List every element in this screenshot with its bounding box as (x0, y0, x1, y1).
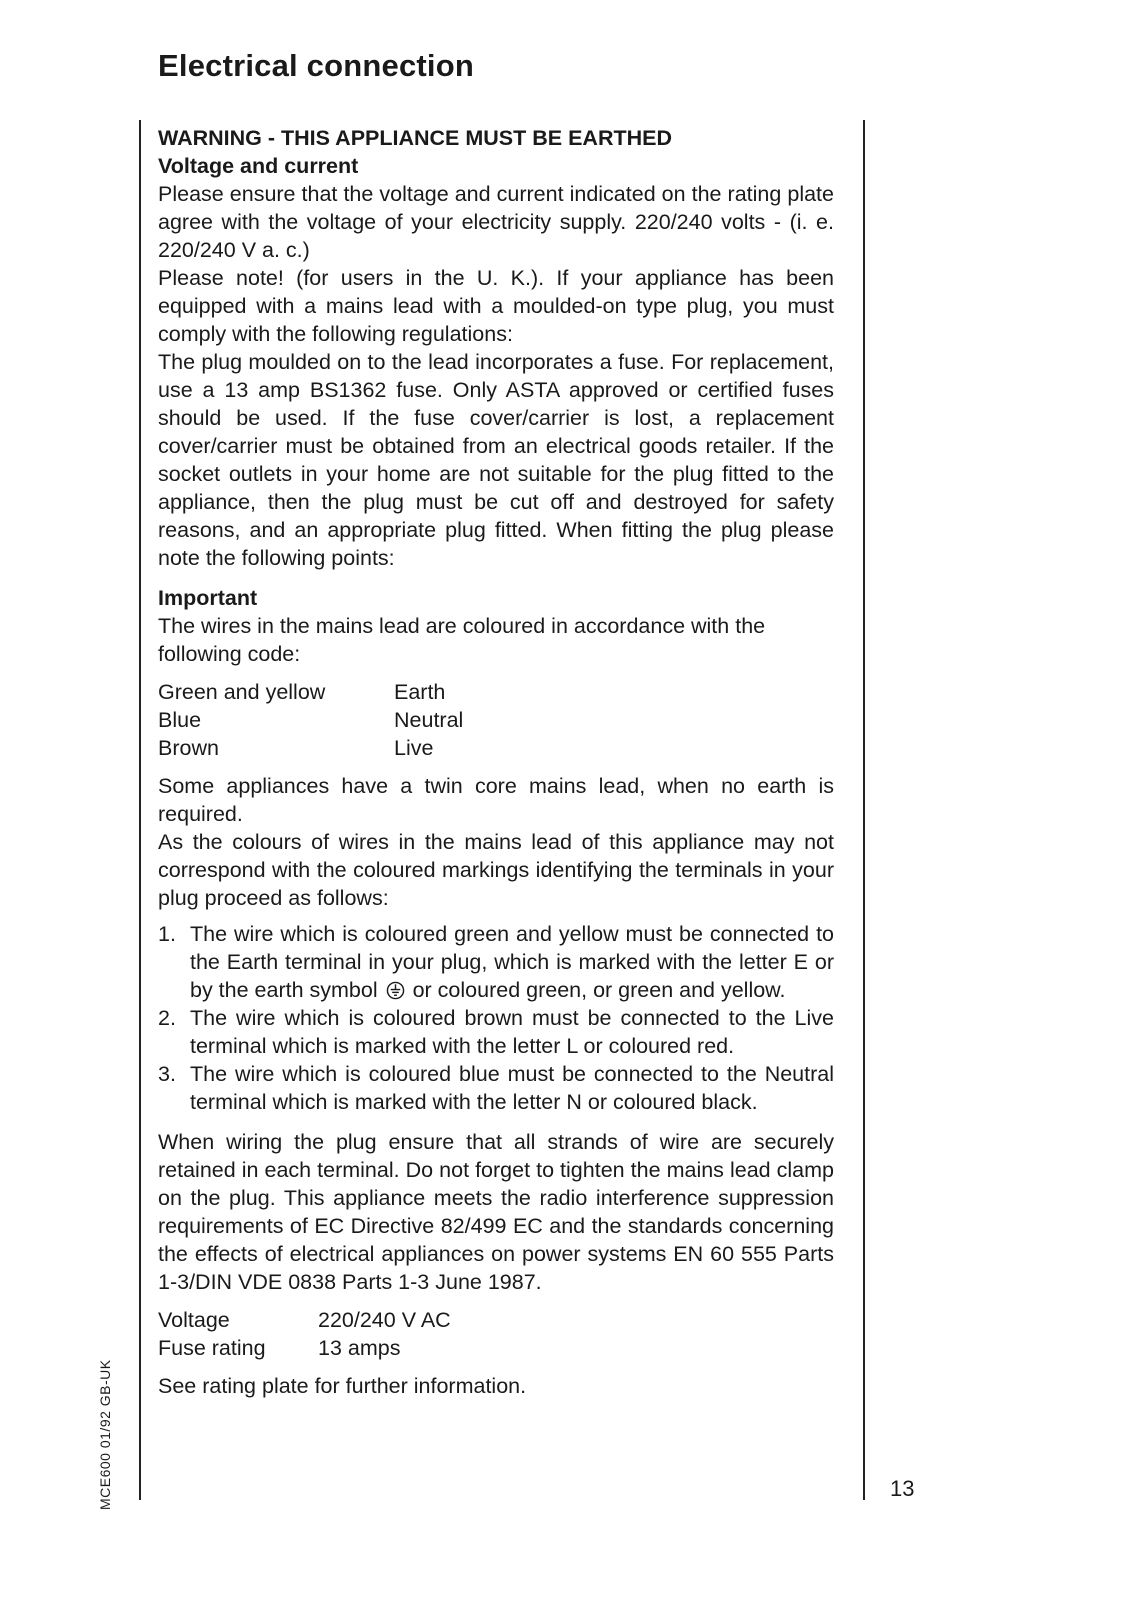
wiring-paragraph: When wiring the plug ensure that all strands of wire are securely retained in each terminal. Do not forget to tighten the mains lead clamp on the plug. This appliance meets the radio interference suppression requirements of EC Directive 82/499 EC and the standards concerning the effects of electrical appliances on power systems EN 60 555 Parts 1-3/DIN VDE 0838 Parts 1-3 June 1987. (158, 1130, 834, 1294)
spec-value: 220/240 V AC (318, 1308, 451, 1332)
voltage-heading: Voltage and current (158, 154, 359, 178)
spec-label: Voltage (158, 1308, 230, 1332)
step-text-before: The wire which is coloured green and yellow must be connected to the Earth terminal in your plug, which is marked with the letter E or by the earth symbol (190, 922, 834, 1002)
footer-note: See rating plate for further information. (158, 1374, 527, 1398)
wire-code-row (158, 706, 834, 734)
important-heading: Important (158, 586, 258, 610)
voltage-paragraph: Please ensure that the voltage and current indicated on the rating plate agree with the voltage of your electricity supply. 220/240 volts - (i. e. 220/240 V a. c.) (158, 182, 834, 262)
wire-colour: Green and yellow (158, 680, 326, 704)
step-number: 2. (158, 1006, 176, 1030)
uk-note-paragraph: Please note! (for users in the U. K.). If your appliance has been equipped with a mains lead with a moulded-on type plug, you must comply with the following regulations: (158, 266, 834, 346)
wiring-steps (158, 920, 834, 1116)
page-number: 13 (890, 1476, 915, 1501)
spec-label: Fuse rating (158, 1336, 266, 1360)
wire-function: Earth (394, 680, 446, 704)
step-text-after: or coloured green, or green and yellow. (412, 978, 786, 1002)
step-text: The wire which is coloured blue must be connected to the Neutral terminal which is marked with the letter N or coloured black. (190, 1062, 834, 1114)
wire-function: Neutral (394, 708, 464, 732)
list-item (158, 1004, 834, 1060)
list-item (158, 1060, 834, 1116)
page-title: Electrical connection (158, 48, 475, 83)
wire-colour: Blue (158, 708, 202, 732)
right-vertical-rule (863, 120, 865, 1500)
spec-row (158, 1306, 834, 1334)
wire-function: Live (394, 736, 434, 760)
specs-table (158, 1306, 834, 1362)
wire-colour: Brown (158, 736, 219, 760)
list-item (158, 920, 834, 1004)
left-vertical-rule (139, 120, 141, 1500)
step-number: 3. (158, 1062, 176, 1086)
warning-heading: WARNING - THIS APPLIANCE MUST BE EARTHED (158, 126, 673, 150)
earth-symbol-icon (386, 981, 405, 1000)
step-text (190, 920, 834, 1004)
wire-code-table (158, 678, 834, 762)
step-text: The wire which is coloured brown must be connected to the Live terminal which is marked with the letter L or coloured red. (190, 1006, 834, 1058)
wire-code-row (158, 678, 834, 706)
important-paragraph: The wires in the mains lead are coloured in accordance with the following code: (158, 614, 766, 666)
fuse-paragraph: The plug moulded on to the lead incorporates a fuse. For replacement, use a 13 amp BS1362 fuse. Only ASTA approved or certified fuses should be used. If the fuse cover/carrier is lost, a replacement cover/carrier must be obtained from an electrical goods retailer. If the socket outlets in your home are not suitable for the plug fitted to the appliance, then the plug must be cut off and destroyed for safety reasons, and an appropriate plug fitted. When fitting the plug please note the following points: (158, 350, 834, 570)
twin-core-paragraph: Some appliances have a twin core mains lead, when no earth is required. (158, 774, 834, 826)
spec-value: 13 amps (318, 1336, 401, 1360)
colours-paragraph: As the colours of wires in the mains lead of this appliance may not correspond with the coloured markings identifying the terminals in your plug proceed as follows: (158, 830, 834, 910)
document-code: MCE600 01/92 GB-UK (97, 1359, 113, 1510)
step-number: 1. (158, 922, 176, 946)
wire-code-row (158, 734, 834, 762)
spec-row (158, 1334, 834, 1362)
main-content (158, 124, 834, 1400)
